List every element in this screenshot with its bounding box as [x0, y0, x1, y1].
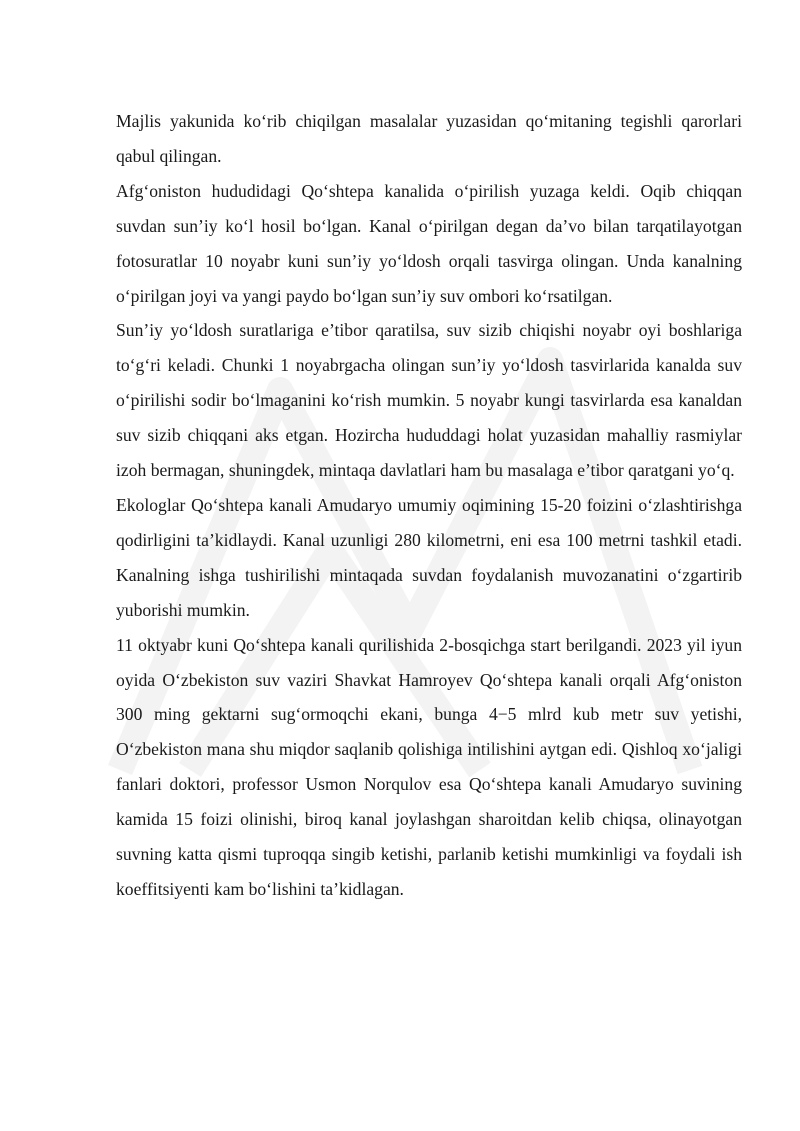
paragraph-5: 11 oktyabr kuni Qo‘shtepa kanali qurilishida 2-bosqichga start berilgandi. 2023 yil iyun oyida O‘zbekiston suv vaziri Shavkat Hamroyev Qo‘shtepa kanali orqali Afg‘oniston 300 ming gektarni sug‘ormoqchi ekani, bunga 4−5 mlrd kub metr suv yetishi, O‘zbekiston mana shu miqdor saqlanib qolishiga intilishini aytgan edi. Qishloq xo‘jaligi fanlari doktori, professor Usmon Norqulov esa Qo‘shtepa kanali Amudaryo suvining kamida 15 foizi olinishi, biroq kanal joylashgan sharoitdan kelib chiqsa, olinayotgan suvning katta qismi tuproqqa singib ketishi, parlanib ketishi mumkinligi va foydali ish koeffitsiyenti kam bo‘lishini ta’kidlagan.	[116, 634, 742, 899]
document-body	[116, 104, 742, 907]
paragraph-3: Sun’iy yo‘ldosh suratlariga e’tibor qaratilsa, suv sizib chiqishi noyabr oyi boshlariga to‘g‘ri keladi. Chunki 1 noyabrgacha olingan sun’iy yo‘ldosh tasvirlarida kanalda suv o‘pirilishi sodir bo‘lmaganini ko‘rish mumkin. 5 noyabr kungi tasvirlarda esa kanaldan suv sizib chiqqani aks etgan. Hozircha hududdagi holat yuzasidan mahalliy rasmiylar izoh bermagan, shuningdek, mintaqa davlatlari ham bu masalaga e’tibor qaratgani yo‘q.	[116, 320, 742, 481]
paragraph-1: Majlis yakunida ko‘rib chiqilgan masalalar yuzasidan qo‘mitaning tegishli qarorlari qabul qilingan.	[116, 111, 742, 166]
paragraph-2: Afg‘oniston hududidagi Qo‘shtepa kanalida o‘pirilish yuzaga keldi. Oqib chiqqan suvdan sun’iy ko‘l hosil bo‘lgan. Kanal o‘pirilgan degan da’vo bilan tarqatilayotgan fotosuratlar 10 noyabr kuni sun’iy yo‘ldosh orqali tasvirga olingan. Unda kanalning o‘pirilgan joyi va yangi paydo bo‘lgan sun’iy suv ombori ko‘rsatilgan.	[116, 180, 742, 306]
paragraph-4: Ekologlar Qo‘shtepa kanali Amudaryo umumiy oqimining 15-20 foizini o‘zlashtirishga qodirligini ta’kidlaydi. Kanal uzunligi 280 kilometrni, eni esa 100 metrni tashkil etadi. Kanalning ishga tushirilishi mintaqada suvdan foydalanish muvozanatini o‘zgartirib yuborishi mumkin.	[116, 494, 742, 620]
